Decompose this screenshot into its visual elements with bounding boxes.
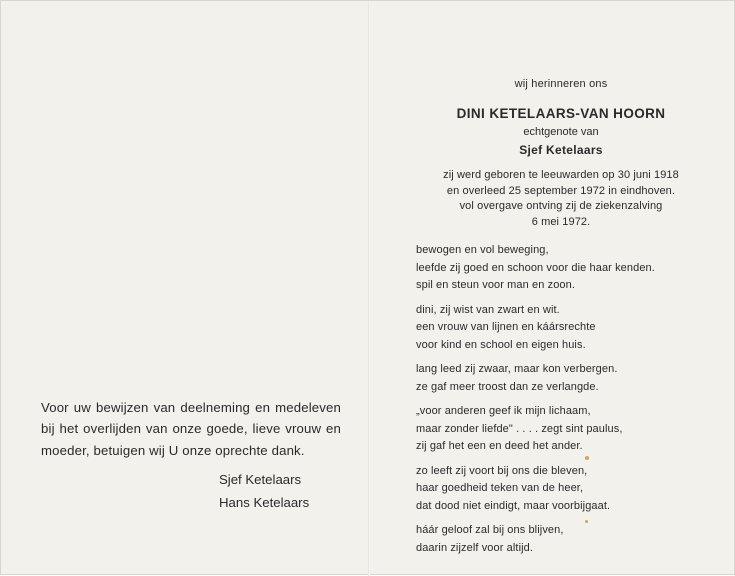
spouse-name: Sjef Ketelaars (519, 143, 603, 157)
poem-line: lang leed zij zwaar, maar kon verbergen. (416, 363, 618, 375)
poem (416, 242, 706, 557)
signatories (219, 468, 341, 514)
poem-line: dini, zij wist van zwart en wit. (416, 303, 560, 316)
poem-stanza (416, 242, 706, 295)
poem-line: haar goedheid teken van de heer, (416, 482, 584, 494)
poem-line: háár geloof zal bij ons blijven, (416, 524, 564, 536)
poem-line: ze gaf meer troost dan ze verlangde. (416, 380, 599, 393)
poem-line: daarin zijzelf voor altijd. (416, 541, 534, 554)
poem-line: dat dood niet eindigt, maar voorbijgaat. (416, 499, 611, 512)
paper-stain (585, 520, 588, 523)
poem-line: spil en steun voor man en zoon. (416, 279, 576, 291)
thanks-text: Voor uw bewijzen van deelneming en medeleven bij het overlijden van onze goede, lieve vrouw en moeder, betuigen wij U onze oprechte dank. (41, 400, 341, 458)
left-panel (41, 397, 341, 514)
deceased-name: DINI KETELAARS-VAN HOORN (456, 106, 666, 121)
relation-line: echtgenote van (523, 126, 599, 138)
signatory-1: Sjef Ketelaars (219, 471, 302, 487)
poem-line: leefde zij goed en schoon voor die haar kenden. (416, 261, 655, 274)
poem-line: voor kind en school en eigen huis. (416, 338, 586, 351)
poem-line: bewogen en vol beweging, (416, 244, 549, 256)
poem-stanza (416, 361, 706, 396)
biography-line: 6 mei 1972. (531, 215, 591, 228)
biography-line: vol overgave ontving zij de ziekenzalving (459, 200, 663, 212)
biography-line: en overleed 25 september 1972 in eindhoven. (446, 184, 676, 197)
poem-line: zo leeft zij voort bij ons die bleven, (416, 464, 588, 477)
poem-stanza (416, 302, 706, 355)
paper-stain (585, 456, 589, 460)
poem-line: maar zonder liefde" . . . . zegt sint paulus, (416, 422, 623, 435)
right-panel (416, 76, 706, 564)
center-fold (368, 1, 370, 576)
poem-stanza (416, 403, 706, 456)
poem-stanza (416, 522, 706, 557)
biography-line: zij werd geboren te leeuwarden op 30 juni 1918 (443, 169, 679, 181)
poem-line: „voor anderen geef ik mijn lichaam, (416, 405, 591, 417)
signatory-2: Hans Ketelaars (219, 494, 310, 510)
biography (416, 168, 706, 230)
poem-line: zij gaf het een en deed het ander. (416, 440, 583, 452)
poem-line: een vrouw van lijnen en káársrechte (416, 321, 596, 333)
poem-stanza (416, 463, 706, 516)
intro-line: wij herinneren ons (514, 78, 608, 90)
